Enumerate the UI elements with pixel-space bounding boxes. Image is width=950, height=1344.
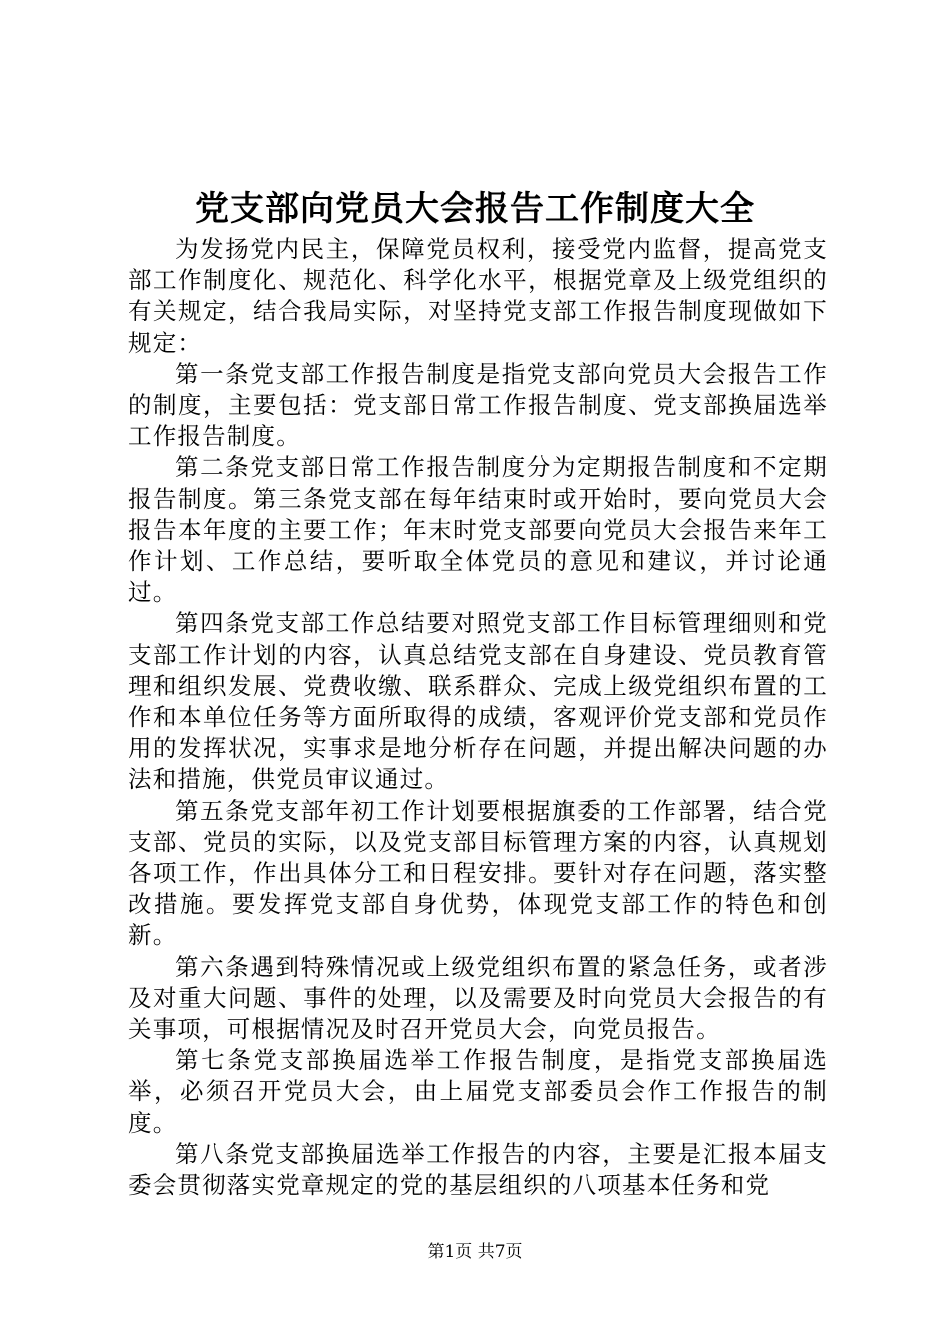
paragraph-article-1: 第一条党支部工作报告制度是指党支部向党员大会报告工作的制度，主要包括：党支部日常工作报告制度、党支部换届选举工作报告制度。	[128, 359, 828, 451]
paragraph-article-8: 第八条党支部换届选举工作报告的内容，主要是汇报本届支委会贯彻落实党章规定的党的基层组织的八项基本任务和党	[128, 1139, 828, 1200]
paragraph-article-5: 第五条党支部年初工作计划要根据旗委的工作部署，结合党支部、党员的实际，以及党支部目标管理方案的内容，认真规划各项工作，作出具体分工和日程安排。要针对存在问题，落实整改措施。要发挥党支部自身优势，体现党支部工作的特色和创新。	[128, 796, 828, 950]
page-number-footer: 第1页 共7页	[427, 1242, 523, 1262]
document-title: 党支部向党员大会报告工作制度大全	[195, 189, 755, 229]
document-body	[128, 234, 828, 1201]
paragraph-intro: 为发扬党内民主，保障党员权利，接受党内监督，提高党支部工作制度化、规范化、科学化水平，根据党章及上级党组织的有关规定，结合我局实际，对坚持党支部工作报告制度现做如下规定：	[128, 235, 828, 357]
paragraph-articles-2-3: 第二条党支部日常工作报告制度分为定期报告制度和不定期报告制度。第三条党支部在每年结束时或开始时，要向党员大会报告本年度的主要工作；年末时党支部要向党员大会报告来年工作计划、工作总结，要听取全体党员的意见和建议，并讨论通过。	[128, 453, 828, 607]
paragraph-article-7: 第七条党支部换届选举工作报告制度，是指党支部换届选举，必须召开党员大会，由上届党支部委员会作工作报告的制度。	[128, 1046, 828, 1137]
paragraph-article-4: 第四条党支部工作总结要对照党支部工作目标管理细则和党支部工作计划的内容，认真总结党支部在自身建设、党员教育管理和组织发展、党费收缴、联系群众、完成上级党组织布置的工作和本单位任务等方面所取得的成绩，客观评价党支部和党员作用的发挥状况，实事求是地分析存在问题，并提出解决问题的办法和措施，供党员审议通过。	[128, 609, 828, 794]
paragraph-article-6: 第六条遇到特殊情况或上级党组织布置的紧急任务，或者涉及对重大问题、事件的处理，以及需要及时向党员大会报告的有关事项，可根据情况及时召开党员大会，向党员报告。	[128, 952, 828, 1044]
